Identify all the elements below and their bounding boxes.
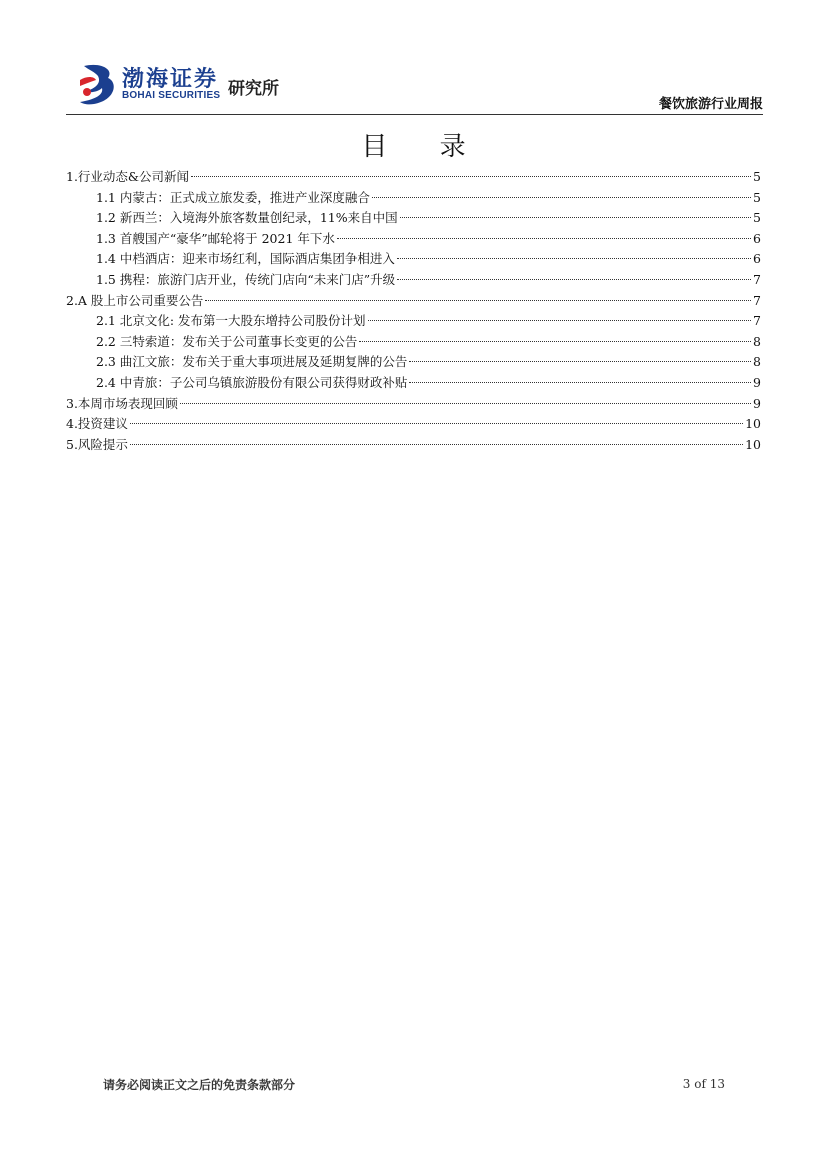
dot-leader (397, 258, 751, 259)
toc-entry-text: 1.3 首艘国产“豪华”邮轮将于 2021 年下水 (96, 230, 335, 246)
toc-title: 目 录 (361, 132, 488, 162)
toc-entry-text: 4.投资建议 (66, 416, 128, 432)
toc-entry-text: 1.2 新西兰：入境海外旅客数量创纪录，11%来自中国 (96, 210, 398, 226)
toc-entry-2[interactable] (66, 291, 761, 312)
toc-entry-3[interactable] (66, 394, 761, 415)
toc-entry-text: 5.风险提示 (66, 436, 128, 452)
toc-entry-text: 2.3 曲江文旅：发布关于重大事项进展及延期复牌的公告 (96, 354, 408, 370)
disclaimer-note: 请务必阅读正文之后的免责条款部分 (103, 1078, 296, 1092)
toc-entry-1-1[interactable] (66, 188, 761, 209)
toc-entry-text: 3.本周市场表现回顾 (66, 395, 178, 411)
toc-entry-2-1[interactable] (66, 311, 761, 332)
toc-entry-page: 5 (753, 189, 761, 205)
dot-leader (409, 361, 751, 362)
toc-entry-page: 10 (745, 436, 761, 452)
toc-entry-page: 6 (753, 251, 761, 267)
dot-leader (359, 341, 751, 342)
toc-entry-page: 5 (753, 210, 761, 226)
dot-leader (180, 403, 751, 404)
toc-entry-page: 7 (753, 292, 761, 308)
institute-label: 研究所 (228, 79, 279, 99)
dot-leader (372, 197, 751, 198)
toc-entry-1-3[interactable] (66, 229, 761, 250)
toc-entry-4[interactable] (66, 414, 761, 435)
toc-entry-page: 7 (753, 313, 761, 329)
table-of-contents (66, 167, 761, 455)
toc-entry-text: 2.2 三特索道：发布关于公司董事长变更的公告 (96, 333, 358, 349)
toc-entry-text: 1.5 携程：旅游门店开业，传统门店向“未来门店”升级 (96, 271, 396, 287)
toc-entry-5[interactable] (66, 435, 761, 456)
toc-entry-2-4[interactable] (66, 373, 761, 394)
toc-entry-1-2[interactable] (66, 208, 761, 229)
toc-entry-page: 5 (753, 169, 761, 184)
toc-entry-2-3[interactable] (66, 352, 761, 373)
dot-leader (400, 217, 751, 218)
toc-entry-text: 2.1 北京文化: 发布第一大股东增持公司股份计划 (96, 313, 366, 329)
toc-entry-page: 8 (753, 354, 761, 370)
page-number: 3 of 13 (682, 1077, 725, 1091)
toc-entry-1-5[interactable] (66, 270, 761, 291)
toc-entry-page: 9 (753, 374, 761, 390)
toc-entry-2-2[interactable] (66, 332, 761, 353)
brand-name-cn: 渤海证券 (122, 67, 219, 92)
dot-leader (130, 423, 743, 424)
brand-name-en: BOHAI SECURITIES (122, 90, 221, 101)
dot-leader (205, 300, 751, 301)
dot-leader (397, 279, 751, 280)
header-divider (66, 114, 763, 115)
toc-entry-text: 1.4 中档酒店：迎来市场红利，国际酒店集团争相进入 (96, 251, 395, 267)
toc-entry-1-4[interactable] (66, 249, 761, 270)
dot-leader (130, 444, 743, 445)
bohai-logo-icon (78, 62, 118, 106)
toc-entry-text: 2.4 中青旅：子公司乌镇旅游股份有限公司获得财政补贴 (96, 374, 408, 390)
toc-entry-page: 7 (753, 271, 761, 287)
page-header (66, 60, 763, 114)
toc-entry-page: 9 (753, 395, 761, 411)
toc-entry-page: 10 (745, 416, 761, 432)
toc-entry-1[interactable] (66, 167, 761, 188)
toc-entry-text: 1.1 内蒙古：正式成立旅发委，推进产业深度融合 (96, 189, 370, 205)
dot-leader (191, 176, 751, 177)
dot-leader (337, 238, 751, 239)
toc-entry-text: 1.行业动态&公司新闻 (66, 169, 190, 184)
dot-leader (409, 382, 751, 383)
toc-entry-page: 6 (753, 230, 761, 246)
toc-entry-page: 8 (753, 333, 761, 349)
dot-leader (368, 320, 752, 321)
report-type: 餐饮旅游行业周报 (658, 97, 763, 112)
toc-entry-text: 2.A 股上市公司重要公告 (66, 292, 204, 308)
